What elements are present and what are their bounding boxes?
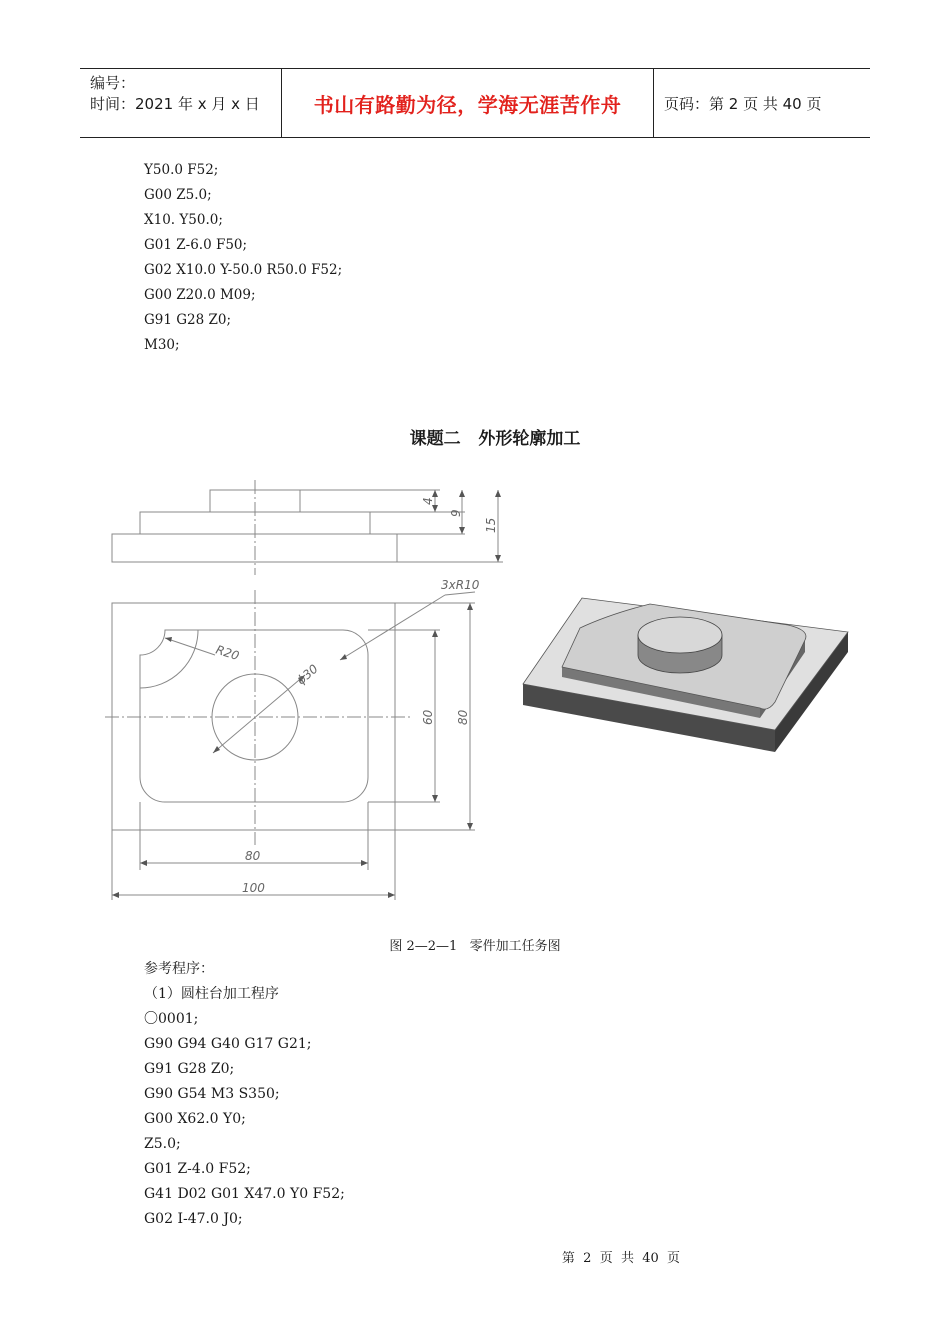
leader-corner-radius-tail: [445, 592, 475, 595]
technical-drawing: [105, 475, 515, 905]
arrowhead: [388, 892, 395, 898]
code-line: G00 Z20.0 M09;: [144, 287, 256, 303]
code-line: G02 X10.0 Y-50.0 R50.0 F52;: [144, 262, 343, 278]
code-line: Z5.0;: [144, 1136, 181, 1152]
code-line: G02 I-47.0 J0;: [144, 1211, 243, 1227]
arrowhead: [140, 860, 147, 866]
code-line: G41 D02 G01 X47.0 Y0 F52;: [144, 1186, 345, 1202]
dim-label-r20: R20: [214, 642, 241, 664]
arrowhead: [495, 555, 501, 562]
leader-corner-radius: [340, 595, 445, 660]
code-line: G90 G94 G40 G17 G21;: [144, 1036, 312, 1052]
code-line: G91 G28 Z0;: [144, 312, 232, 328]
figure-caption: 图 2—2—1 零件加工任务图: [389, 939, 561, 954]
reference-subtitle: （1）圆柱台加工程序: [144, 986, 279, 1002]
dim-label-60: 60: [421, 709, 435, 725]
header-page-info: 页码：第 2 页 共 40 页: [664, 94, 822, 113]
dim-label-80-vertical: 80: [456, 709, 470, 725]
page-header: [80, 68, 870, 138]
leader-r20: [165, 638, 215, 655]
top-view-step-outline: [140, 630, 368, 802]
code-line: G01 Z-6.0 F50;: [144, 237, 248, 253]
arrowhead: [432, 795, 438, 802]
dim-label-h15: 15: [484, 517, 498, 533]
arrowhead: [112, 892, 119, 898]
dim-label-h4: 4: [421, 497, 435, 505]
arrowhead: [165, 637, 172, 642]
arrowhead: [361, 860, 368, 866]
section-title: 课题二 外形轮廓加工: [409, 429, 581, 449]
dim-label-h9: 9: [449, 509, 463, 517]
arrowhead: [213, 746, 220, 753]
header-motto: 书山有路勤为径，学海无涯苦作舟: [282, 69, 654, 137]
number-label: 编号：: [90, 74, 136, 92]
dim-label-corner-radius: 3xR10: [441, 578, 480, 592]
code-line: X10. Y50.0;: [144, 212, 223, 228]
header-meta: [80, 69, 282, 137]
arrowhead: [467, 823, 473, 830]
arrowhead: [459, 527, 465, 534]
time-label: 时间：2021 年 x 月 x 日: [90, 95, 260, 113]
code-line: G00 Z5.0;: [144, 187, 212, 203]
arrowhead: [495, 490, 501, 497]
code-line: M30;: [144, 337, 180, 353]
dim-label-dia30: ϕ30: [293, 661, 321, 688]
arrowhead: [432, 505, 438, 512]
arrowhead: [432, 630, 438, 637]
reference-program: [144, 957, 345, 1232]
code-line: G00 X62.0 Y0;: [144, 1111, 246, 1127]
code-line: G90 G54 M3 S350;: [144, 1086, 280, 1102]
page-footer: 第 2 页 共 40 页: [561, 1251, 681, 1266]
arrowhead: [467, 603, 473, 610]
code-line: 〇0001;: [144, 1011, 199, 1027]
arrowhead: [340, 654, 347, 660]
code-line: G01 Z-4.0 F52;: [144, 1161, 251, 1177]
code-line: Y50.0 F52;: [144, 162, 219, 178]
arrowhead: [432, 490, 438, 497]
leader-dia30: [213, 675, 305, 753]
dim-label-100: 100: [242, 881, 265, 895]
isometric-part-view: [520, 590, 850, 770]
code-line: G91 G28 Z0;: [144, 1061, 235, 1077]
boss-top-face: [638, 617, 722, 653]
arrowhead: [459, 490, 465, 497]
reference-label: 参考程序：: [144, 961, 214, 977]
dim-label-80-horizontal: 80: [245, 849, 261, 863]
code-block-top: [144, 158, 342, 358]
